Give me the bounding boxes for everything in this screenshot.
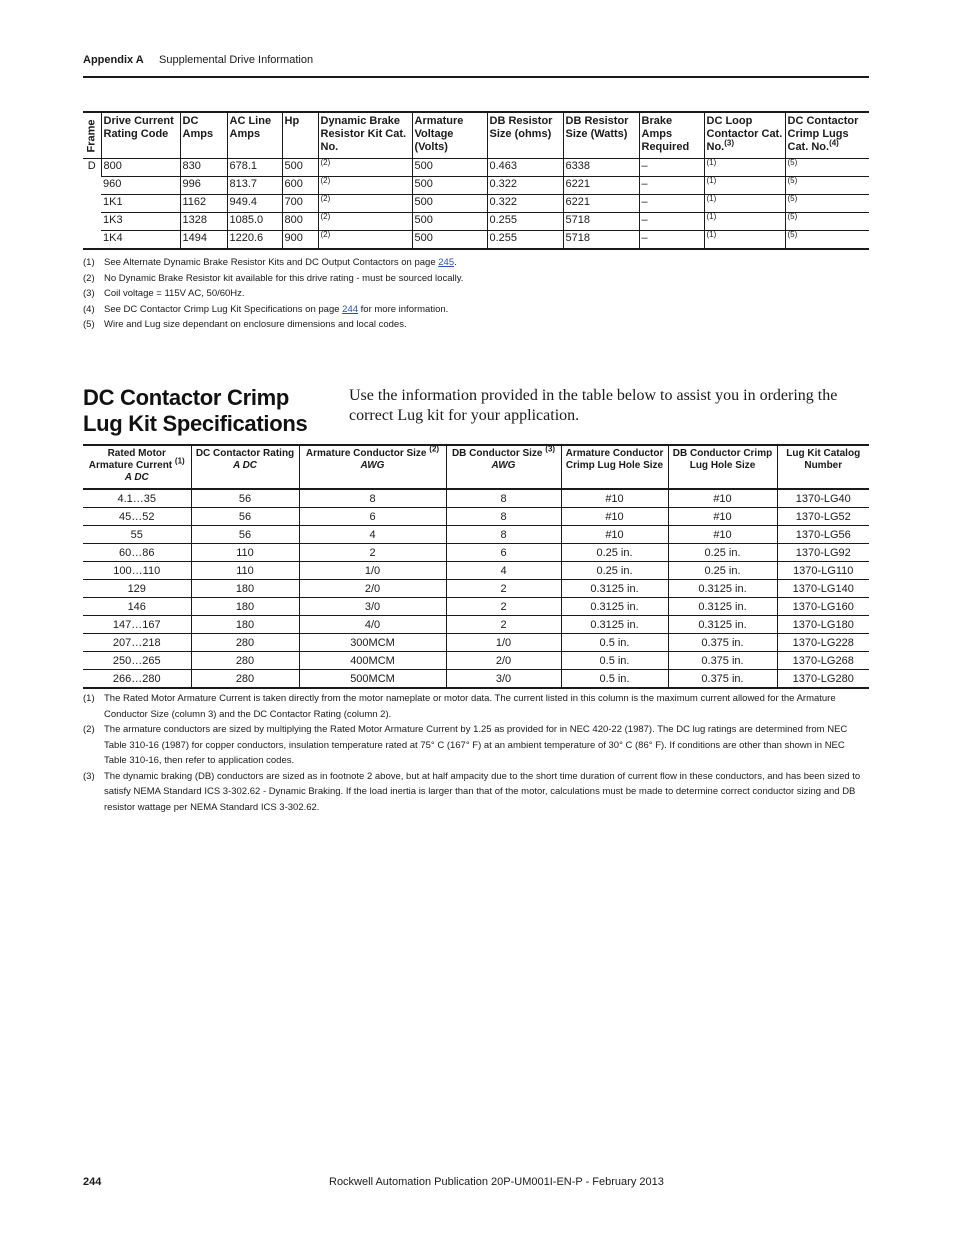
- table-cell: [639, 159, 704, 177]
- footnote-text-after: for more information.: [358, 303, 449, 315]
- table-cell: [180, 177, 227, 195]
- table-cell: 110: [191, 562, 299, 580]
- cell-value: 1220.6: [229, 232, 264, 244]
- section-heading: DC Contactor Crimp Lug Kit Specifications: [83, 385, 308, 436]
- cell-value: 500: [414, 196, 433, 208]
- table-cell: 55: [83, 526, 191, 544]
- cell-value: 960: [103, 178, 122, 190]
- header-label: DB Conductor Crimp Lug Hole Size: [672, 448, 773, 471]
- table-cell: 180: [191, 598, 299, 616]
- table-cell: [282, 159, 318, 177]
- header-label: Armature Voltage (Volts): [414, 115, 464, 153]
- table-cell: 4: [446, 562, 561, 580]
- table1-header-cell: [83, 112, 101, 159]
- table-cell: [487, 231, 563, 250]
- table-cell: 8: [446, 508, 561, 526]
- table-row: [83, 508, 869, 526]
- table-cell: 0.3125 in.: [561, 598, 668, 616]
- table-cell: 2: [446, 598, 561, 616]
- cell-value: 500: [284, 160, 303, 172]
- footnote-ref: (5): [787, 212, 798, 221]
- cell-value: 500: [414, 178, 433, 190]
- cell-value: 6338: [565, 160, 590, 172]
- header-label: Dynamic Brake Resistor Kit Cat. No.: [320, 115, 407, 153]
- footnote: [83, 271, 869, 287]
- table-cell: 3/0: [299, 598, 446, 616]
- table-cell: [180, 159, 227, 177]
- table-cell: 0.375 in.: [668, 652, 777, 670]
- table2-header-cell: [561, 445, 668, 489]
- table-row: [83, 177, 869, 195]
- footnote-ref: (2): [320, 176, 331, 185]
- table-cell: [785, 231, 869, 250]
- header-unit: AWG: [491, 460, 516, 471]
- drive-rating-table: [83, 111, 869, 250]
- footnote-text-after: .: [454, 257, 457, 268]
- table-cell: 1/0: [299, 562, 446, 580]
- table-cell: [180, 195, 227, 213]
- cell-value: 600: [284, 178, 303, 190]
- cell-value: 1328: [182, 214, 207, 226]
- cell-value: –: [641, 214, 648, 226]
- table-cell: 56: [191, 508, 299, 526]
- table-cell: 8: [446, 489, 561, 508]
- table-cell: [639, 177, 704, 195]
- table-cell: [318, 195, 412, 213]
- footnote-ref: (3): [545, 444, 556, 454]
- table-cell: [704, 195, 785, 213]
- table-cell: #10: [668, 508, 777, 526]
- table-cell: 0.25 in.: [668, 544, 777, 562]
- table-cell: 0.375 in.: [668, 670, 777, 689]
- table-row: [83, 652, 869, 670]
- table-cell: 129: [83, 580, 191, 598]
- cell-value: 900: [284, 232, 303, 244]
- table-cell: 0.3125 in.: [668, 598, 777, 616]
- cell-value: 800: [284, 214, 303, 226]
- table-cell: 1370-LG92: [777, 544, 869, 562]
- table-cell: 6: [446, 544, 561, 562]
- header-label: Lug Kit Catalog Number: [786, 448, 861, 471]
- cell-value: –: [641, 178, 648, 190]
- table2-header-cell: [83, 445, 191, 489]
- footnote-ref: (3): [724, 138, 735, 148]
- table-cell: 1370-LG40: [777, 489, 869, 508]
- table-cell: 2/0: [446, 652, 561, 670]
- table-cell: 280: [191, 652, 299, 670]
- table-cell: [563, 195, 639, 213]
- table-cell: [487, 213, 563, 231]
- cell-value: 700: [284, 196, 303, 208]
- table1-header-cell: [563, 112, 639, 159]
- table-cell: 500MCM: [299, 670, 446, 689]
- cell-value: 500: [414, 214, 433, 226]
- footnote: [83, 255, 869, 271]
- header-section: Appendix A: [83, 54, 144, 66]
- table-cell: 100…110: [83, 562, 191, 580]
- table-cell: #10: [561, 526, 668, 544]
- table-cell: [101, 159, 180, 177]
- cell-value: 800: [103, 160, 122, 172]
- footnote-number: (1): [83, 257, 95, 268]
- table-cell: [412, 231, 487, 250]
- footnote: [83, 302, 869, 318]
- header-unit: A DC: [232, 460, 258, 471]
- table1-footnotes: [83, 255, 869, 333]
- table-cell: #10: [668, 526, 777, 544]
- table-cell: 2/0: [299, 580, 446, 598]
- table-cell: [227, 231, 282, 250]
- footnote-ref: (4): [829, 138, 839, 148]
- table-cell: 250…265: [83, 652, 191, 670]
- table2-header-cell: [446, 445, 561, 489]
- table-cell: [487, 159, 563, 177]
- table-cell: 8: [299, 489, 446, 508]
- table-cell: [282, 213, 318, 231]
- table-cell: 2: [446, 580, 561, 598]
- table-cell: [563, 159, 639, 177]
- section-intro: Use the information provided in the table below to assist you in ordering the correct Lug kit for your application.: [349, 387, 838, 424]
- footnote-number: (2): [83, 272, 95, 284]
- table-cell: [282, 231, 318, 250]
- footnote-text: The Rated Motor Armature Current is taken directly from the motor nameplate or motor data. The current listed in this column is the maximum current allowed for the Armature Conductor Size (column 3) and the DC Contactor Rating (column 2).: [104, 693, 836, 720]
- page-link[interactable]: 245: [438, 257, 455, 268]
- footnote-ref: (2): [320, 212, 331, 221]
- cell-value: 1162: [182, 196, 207, 208]
- table-cell: 0.375 in.: [668, 634, 777, 652]
- table1-header-cell: [785, 112, 869, 159]
- table2-header-cell: [299, 445, 446, 489]
- table-cell: [785, 177, 869, 195]
- footnote-text: No Dynamic Brake Resistor kit available for this drive rating - must be sourced locally.: [104, 272, 464, 284]
- table1-header-cell: [101, 112, 180, 159]
- table-cell: 0.25 in.: [668, 562, 777, 580]
- table-cell: 0.3125 in.: [561, 580, 668, 598]
- table-cell: [282, 177, 318, 195]
- table-row: [83, 670, 869, 689]
- footnote-ref: (5): [787, 176, 798, 185]
- cell-value: 6221: [565, 196, 590, 208]
- header-label: DB Resistor Size (ohms): [489, 115, 553, 140]
- cell-value: 0.322: [489, 196, 518, 208]
- lug-kit-table: [83, 444, 869, 689]
- table-cell: 0.5 in.: [561, 652, 668, 670]
- table-cell: #10: [561, 508, 668, 526]
- table-row: [83, 562, 869, 580]
- page-number: 244: [83, 1176, 102, 1188]
- table-cell: 1/0: [446, 634, 561, 652]
- footnote-ref: (2): [320, 230, 331, 239]
- table-cell: [563, 177, 639, 195]
- table-cell: 1370-LG52: [777, 508, 869, 526]
- table-row: [83, 598, 869, 616]
- header-label: Rated Motor Armature Current: [88, 448, 173, 471]
- table-cell: #10: [561, 489, 668, 508]
- table-cell: 1370-LG180: [777, 616, 869, 634]
- table-cell: [704, 231, 785, 250]
- footnote-ref: (1): [706, 230, 717, 239]
- table-cell: [101, 231, 180, 250]
- footnote-number: (5): [83, 319, 95, 330]
- table-cell: 1370-LG228: [777, 634, 869, 652]
- table-cell: 0.5 in.: [561, 634, 668, 652]
- table1-header-cell: [180, 112, 227, 159]
- header-unit: AWG: [360, 460, 385, 471]
- footnote-ref: (1): [706, 176, 717, 185]
- cell-value: 5718: [565, 232, 590, 244]
- table-cell: 8: [446, 526, 561, 544]
- header-label: DC Contactor Crimp Lugs Cat. No.: [787, 115, 859, 153]
- table-cell: [180, 213, 227, 231]
- table-cell: 110: [191, 544, 299, 562]
- table-cell: [785, 195, 869, 213]
- footnote: [83, 691, 869, 722]
- footnote-ref: (1): [706, 212, 717, 221]
- table-cell: 3/0: [446, 670, 561, 689]
- cell-value: 813.7: [229, 178, 258, 190]
- table-cell: [412, 177, 487, 195]
- footnote-number: (3): [83, 288, 95, 299]
- page-link[interactable]: 244: [342, 303, 359, 315]
- header-label: DB Resistor Size (Watts): [565, 115, 629, 140]
- cell-value: 5718: [565, 214, 590, 226]
- cell-value: –: [641, 160, 648, 172]
- cell-value: 1085.0: [229, 214, 264, 226]
- table-cell: 1370-LG268: [777, 652, 869, 670]
- table-cell: 1370-LG160: [777, 598, 869, 616]
- table-cell: 0.25 in.: [561, 544, 668, 562]
- frame-cell: D: [83, 159, 101, 250]
- table-row: [83, 544, 869, 562]
- table-cell: [704, 177, 785, 195]
- cell-value: 0.463: [489, 160, 518, 172]
- table1-header-cell: [487, 112, 563, 159]
- table-cell: [101, 177, 180, 195]
- cell-value: 6221: [565, 178, 590, 190]
- header-unit: A DC: [124, 472, 149, 483]
- table-cell: 1370-LG110: [777, 562, 869, 580]
- table-cell: 60…86: [83, 544, 191, 562]
- table-cell: [227, 177, 282, 195]
- table-cell: [487, 195, 563, 213]
- table-cell: [318, 177, 412, 195]
- table2-header-cell: [191, 445, 299, 489]
- header-label: Hp: [284, 115, 300, 127]
- cell-value: 1K1: [103, 196, 123, 208]
- cell-value: –: [641, 232, 648, 244]
- table-cell: 2: [299, 544, 446, 562]
- page-header: [83, 52, 869, 78]
- header-label: DC Amps: [182, 115, 214, 140]
- table-row: [83, 634, 869, 652]
- table-cell: 207…218: [83, 634, 191, 652]
- table-cell: 1370-LG280: [777, 670, 869, 689]
- table-cell: [704, 159, 785, 177]
- table-cell: [563, 213, 639, 231]
- footnote-text: See DC Contactor Crimp Lug Kit Specifications on page: [104, 303, 343, 315]
- table-cell: [318, 231, 412, 250]
- footnote-ref: (1): [174, 456, 185, 466]
- publication-info: Rockwell Automation Publication 20P-UM001I-EN-P - February 2013: [329, 1176, 664, 1188]
- table-cell: 45…52: [83, 508, 191, 526]
- table-cell: 4/0: [299, 616, 446, 634]
- table-cell: [227, 213, 282, 231]
- cell-value: 678.1: [229, 160, 258, 172]
- table1-header-cell: [318, 112, 412, 159]
- table-cell: [412, 159, 487, 177]
- header-title: Supplemental Drive Information: [159, 54, 314, 66]
- table-cell: 0.25 in.: [561, 562, 668, 580]
- header-label: DC Contactor Rating: [195, 448, 295, 459]
- footnote: [83, 769, 869, 816]
- table-cell: 0.3125 in.: [668, 580, 777, 598]
- table-cell: 0.3125 in.: [561, 616, 668, 634]
- table-cell: 400MCM: [299, 652, 446, 670]
- table-cell: 56: [191, 489, 299, 508]
- table-cell: 266…280: [83, 670, 191, 689]
- table-cell: [318, 213, 412, 231]
- table2-header-row: [83, 445, 869, 489]
- table-cell: [180, 231, 227, 250]
- footnote-ref: (5): [787, 194, 798, 203]
- table-row: [83, 526, 869, 544]
- table-cell: [639, 195, 704, 213]
- table-cell: [282, 195, 318, 213]
- table-cell: [101, 213, 180, 231]
- table-cell: 146: [83, 598, 191, 616]
- table1-header-cell: [227, 112, 282, 159]
- cell-value: –: [641, 196, 648, 208]
- table-cell: [704, 213, 785, 231]
- table-row: [83, 213, 869, 231]
- table-cell: 147…167: [83, 616, 191, 634]
- cell-value: 1K4: [103, 232, 123, 244]
- table-cell: [785, 213, 869, 231]
- footnote-ref: (2): [320, 158, 331, 167]
- cell-value: 0.255: [489, 232, 518, 244]
- cell-value: 0.322: [489, 178, 518, 190]
- table-cell: 0.5 in.: [561, 670, 668, 689]
- footnote-text: The dynamic braking (DB) conductors are sized as in footnote 2 above, but at half ampacity due to the short time duration of current flow in these conductors, and has been sized to satisfy NEMA Standard ICS 3-302.62 - Dynamic Braking. If the load inertia is larger than that of the motor, calculations must be made to determine correct conductor sizing and DB resistor wattage per NEMA Standard ICS 3-302.62.: [104, 770, 861, 813]
- footnote-ref: (1): [706, 194, 717, 203]
- table-cell: 0.3125 in.: [668, 616, 777, 634]
- table-cell: 180: [191, 616, 299, 634]
- table-cell: [563, 231, 639, 250]
- table-cell: [318, 159, 412, 177]
- footnote-text: See Alternate Dynamic Brake Resistor Kits and DC Output Contactors on page: [104, 257, 439, 268]
- footnote: [83, 286, 869, 302]
- header-label: Frame: [85, 118, 98, 153]
- cell-value: 996: [182, 178, 201, 190]
- table1-header-cell: [639, 112, 704, 159]
- table-cell: [639, 231, 704, 250]
- footnote-text: Wire and Lug size dependant on enclosure dimensions and local codes.: [104, 319, 407, 330]
- table-row: [83, 489, 869, 508]
- table-cell: [487, 177, 563, 195]
- cell-value: 0.255: [489, 214, 518, 226]
- cell-value: 500: [414, 160, 433, 172]
- footnote-ref: (1): [706, 158, 717, 167]
- table-cell: 2: [446, 616, 561, 634]
- table2-header-cell: [777, 445, 869, 489]
- header-label: DC Loop Contactor Cat. No.: [706, 115, 783, 153]
- table-row: [83, 580, 869, 598]
- header-label: Armature Conductor Size: [305, 448, 427, 459]
- footnote-ref: (5): [787, 230, 798, 239]
- table1-header-cell: [704, 112, 785, 159]
- table-cell: 180: [191, 580, 299, 598]
- header-label: Brake Amps Required: [641, 115, 690, 153]
- table2-footnotes: [83, 691, 869, 815]
- footnote-text: Coil voltage = 115V AC, 50/60Hz.: [104, 288, 245, 299]
- footnote-text: The armature conductors are sized by multiplying the Rated Motor Armature Current by 1.25 as provided for in NEC 420-22 (1987). The DC lug ratings are determined from NEC Table 310-16 (1987) for copper conductors, insulation temperature rated at 75° C (167° F) at an ambient temperature of 30° C (86° F). If conditions are other than shown in NEC Table 310-16, then refer to application codes.: [104, 724, 848, 766]
- footnote-number: (2): [83, 724, 95, 735]
- table-cell: [227, 159, 282, 177]
- header-label: Armature Conductor Crimp Lug Hole Size: [565, 448, 664, 471]
- cell-value: 830: [182, 160, 201, 172]
- table-cell: 1370-LG140: [777, 580, 869, 598]
- table-cell: 1370-LG56: [777, 526, 869, 544]
- table-row: [83, 231, 869, 250]
- table-cell: [412, 195, 487, 213]
- footnote-number: (1): [83, 693, 95, 704]
- table-cell: 4: [299, 526, 446, 544]
- table-cell: [101, 195, 180, 213]
- table1-header-cell: [282, 112, 318, 159]
- cell-value: 500: [414, 232, 433, 244]
- table-row: [83, 159, 869, 177]
- table-cell: [785, 159, 869, 177]
- footnote-ref: (5): [787, 158, 798, 167]
- header-label: Drive Current Rating Code: [103, 115, 174, 140]
- table-cell: 4.1…35: [83, 489, 191, 508]
- table-cell: [227, 195, 282, 213]
- table-cell: 280: [191, 670, 299, 689]
- table1-header-cell: [412, 112, 487, 159]
- table-cell: #10: [668, 489, 777, 508]
- table-cell: 6: [299, 508, 446, 526]
- table-cell: 56: [191, 526, 299, 544]
- table-cell: [639, 213, 704, 231]
- table-row: [83, 616, 869, 634]
- footnote: [83, 722, 869, 769]
- table-cell: [412, 213, 487, 231]
- table-cell: 280: [191, 634, 299, 652]
- cell-value: 1K3: [103, 214, 123, 226]
- header-label: AC Line Amps: [229, 115, 272, 140]
- footnote-ref: (2): [429, 444, 440, 454]
- table-row: [83, 195, 869, 213]
- cell-value: 949.4: [229, 196, 258, 208]
- cell-value: 1494: [182, 232, 207, 244]
- footnote-ref: (2): [320, 194, 331, 203]
- table-cell: 300MCM: [299, 634, 446, 652]
- footnote-number: (4): [83, 303, 95, 315]
- header-label: DB Conductor Size: [451, 448, 543, 459]
- table1-header-row: [83, 112, 869, 159]
- table2-header-cell: [668, 445, 777, 489]
- footnote: [83, 317, 869, 333]
- footnote-number: (3): [83, 770, 95, 782]
